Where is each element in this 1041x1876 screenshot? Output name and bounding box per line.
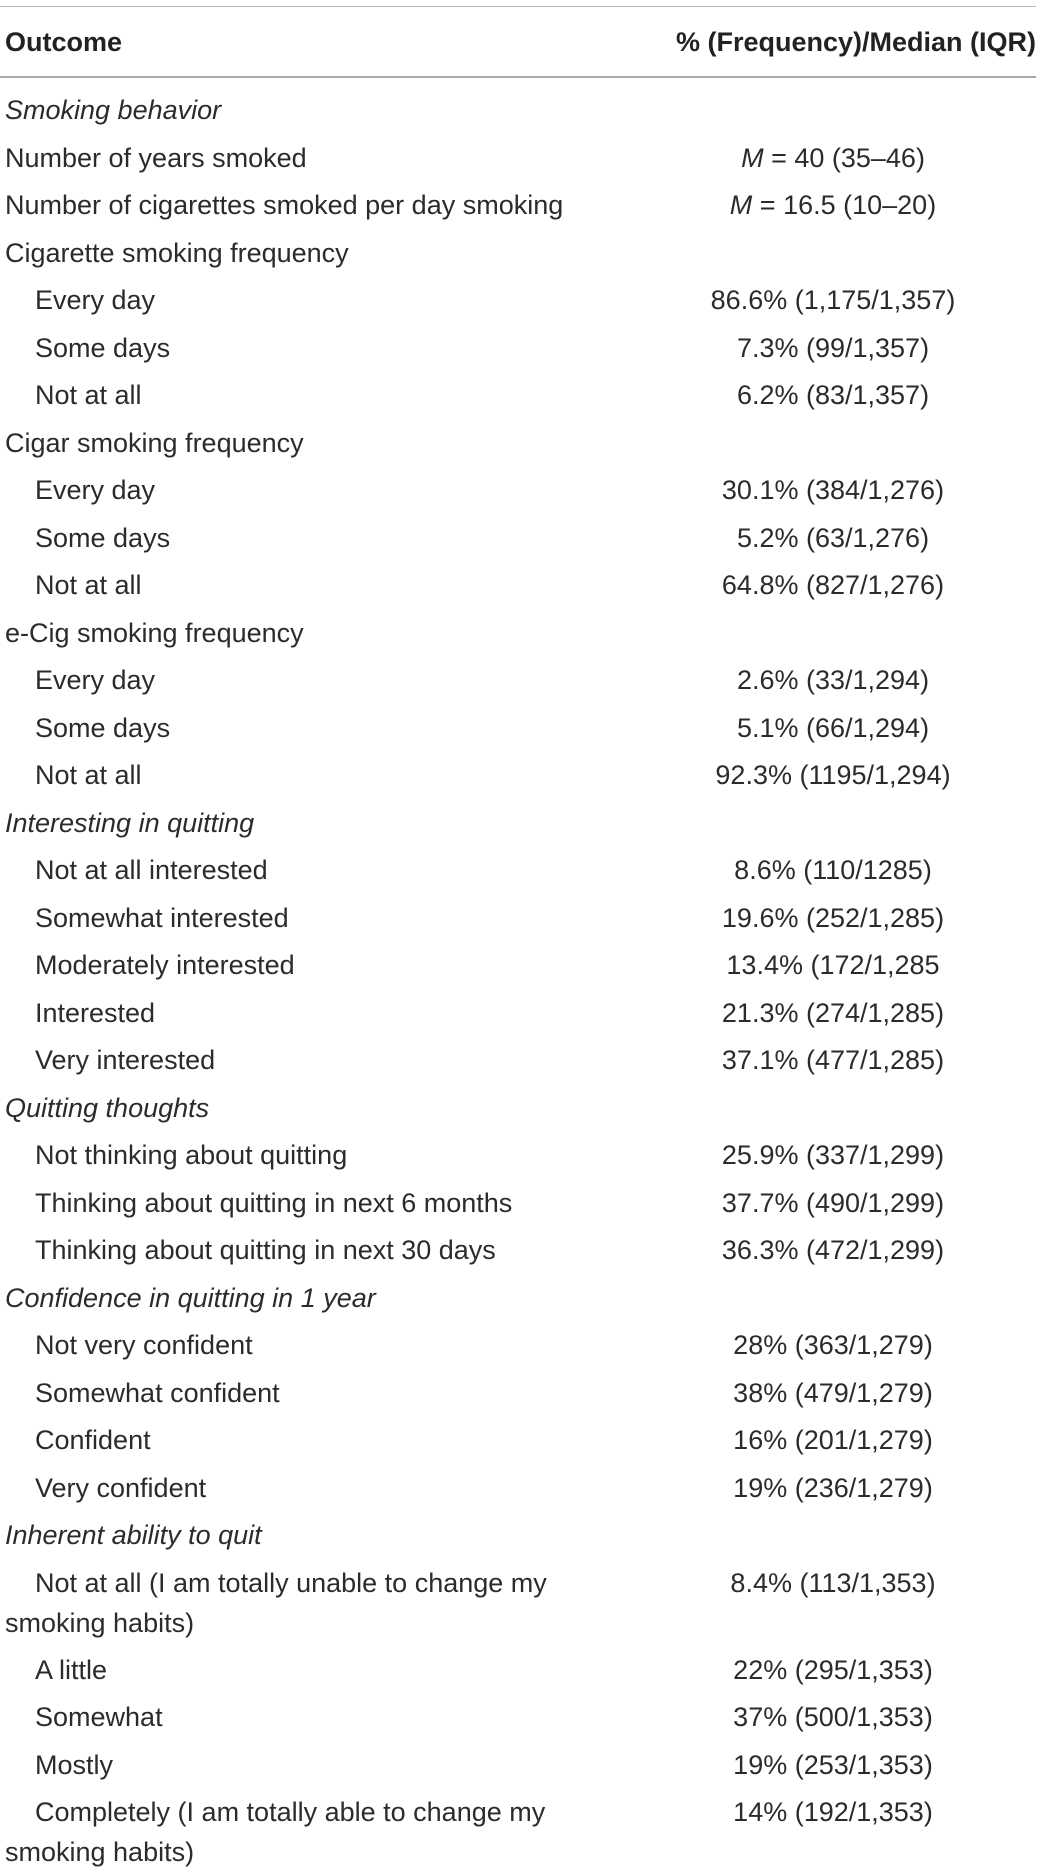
section-label: Quitting thoughts [5,1092,210,1123]
row-label: Number of years smoked [5,142,307,173]
row-label: Not at all (I am totally unable to change my smoking habits) [5,1567,547,1638]
table-row [0,277,1041,325]
row-label: Not very confident [35,1330,253,1360]
table-row [0,942,1041,990]
row-value: 19.6% (252/1,285) [721,902,945,933]
table-row [0,1132,1041,1180]
row-label: Some days [35,332,171,363]
row-value: 7.3% (99/1,357) [736,332,930,363]
row-value: M = 16.5 (10–20) [729,190,937,220]
row-value: 86.6% (1,175/1,357) [710,285,956,315]
row-label: Cigarette smoking frequency [5,237,349,268]
row-label: Thinking about quitting in next 6 months [35,1187,513,1218]
section-label: Smoking behavior [5,95,222,125]
row-value: 2.6% (33/1,294) [736,665,930,695]
row-label: Not thinking about quitting [35,1140,348,1170]
table-row [0,467,1041,515]
table-row [0,1037,1041,1085]
section-label: Interesting in quitting [5,807,255,838]
table-row [0,562,1041,610]
table-row [0,325,1041,373]
table-header-rule [0,76,1036,78]
row-value: 25.9% (337/1,299) [721,1140,945,1170]
table-top-rule [0,6,1036,7]
row-value: 13.4% (172/1,285 [726,950,940,980]
table-row [0,1417,1041,1465]
table-row [0,1694,1041,1742]
row-label: Every day [35,285,156,315]
table-row [0,1227,1041,1275]
row-label: Interested [35,997,156,1028]
table-row [0,230,1041,278]
row-label: Somewhat confident [35,1377,280,1408]
row-value: 30.1% (384/1,276) [721,475,945,505]
table-row [0,420,1041,468]
table-row [0,895,1041,943]
row-label: Not at all interested [35,855,268,885]
table-row [0,1512,1041,1560]
row-label: Somewhat [35,1702,163,1732]
row-value: 92.3% (1195/1,294) [715,760,951,790]
row-label: Completely (I am totally able to change my smoking habits) [5,1797,546,1867]
table-row [0,800,1041,848]
table-row [0,1742,1041,1790]
table-row [0,1465,1041,1513]
row-label: Some days [35,712,171,743]
table-row [0,1180,1041,1228]
table-row [0,1789,1041,1876]
table-row [0,515,1041,563]
table-row [0,705,1041,753]
row-label: Very interested [35,1045,216,1075]
row-label: A little [35,1654,108,1685]
table-row [0,1275,1041,1323]
row-value: 28% (363/1,279) [733,1330,933,1360]
row-value: 37.7% (490/1,299) [721,1187,945,1218]
table-row [0,1647,1041,1695]
row-value: 38% (479/1,279) [733,1377,933,1408]
table-row [0,990,1041,1038]
row-value: 37.1% (477/1,285) [721,1045,945,1075]
table-row [0,87,1041,135]
section-label: Confidence in quitting in 1 year [5,1282,376,1313]
section-label: Inherent ability to quit [5,1520,262,1550]
table-row [0,1560,1041,1647]
table-row [0,1322,1041,1370]
row-label: Somewhat interested [35,902,289,933]
row-label: Cigar smoking frequency [5,427,304,458]
row-label: e-Cig smoking frequency [5,617,304,648]
table-row [0,372,1041,420]
row-label: Confident [35,1425,151,1455]
row-value: 37% (500/1,353) [733,1702,933,1732]
row-value: 22% (295/1,353) [733,1654,933,1685]
row-value: 21.3% (274/1,285) [721,997,945,1028]
row-label: Thinking about quitting in next 30 days [35,1235,496,1265]
row-value: 8.4% (113/1,353) [730,1567,936,1598]
row-value: 19% (253/1,353) [733,1749,933,1780]
row-label: Moderately interested [35,950,295,980]
row-label: Very confident [35,1472,207,1503]
table-row [0,182,1041,230]
row-value: M = 40 (35–46) [741,142,925,173]
table-row [0,1370,1041,1418]
row-value: 8.6% (110/1285) [734,855,932,885]
row-value: 19% (236/1,279) [733,1472,933,1503]
row-value: 16% (201/1,279) [733,1425,933,1455]
row-value: 36.3% (472/1,299) [721,1235,945,1265]
row-value: 64.8% (827/1,276) [721,570,945,600]
row-value: 6.2% (83/1,357) [736,380,930,410]
row-value: 5.2% (63/1,276) [736,522,930,553]
row-label: Not at all [35,760,142,790]
row-label: Not at all [35,380,142,410]
row-label: Every day [35,475,156,505]
table-row [0,752,1041,800]
table-row [0,657,1041,705]
row-value: 5.1% (66/1,294) [736,712,930,743]
column-header-outcome: Outcome [5,27,123,57]
row-label: Mostly [35,1749,114,1780]
row-label: Not at all [35,570,142,600]
row-label: Number of cigarettes smoked per day smoking [5,190,564,220]
row-label: Some days [35,522,171,553]
table-row [0,135,1041,183]
table-row [0,610,1041,658]
row-value: 14% (192/1,353) [733,1797,933,1827]
table-row [0,1085,1041,1133]
column-header-value: % (Frequency)/Median (IQR) [675,27,1036,57]
row-label: Every day [35,665,156,695]
table-row [0,847,1041,895]
